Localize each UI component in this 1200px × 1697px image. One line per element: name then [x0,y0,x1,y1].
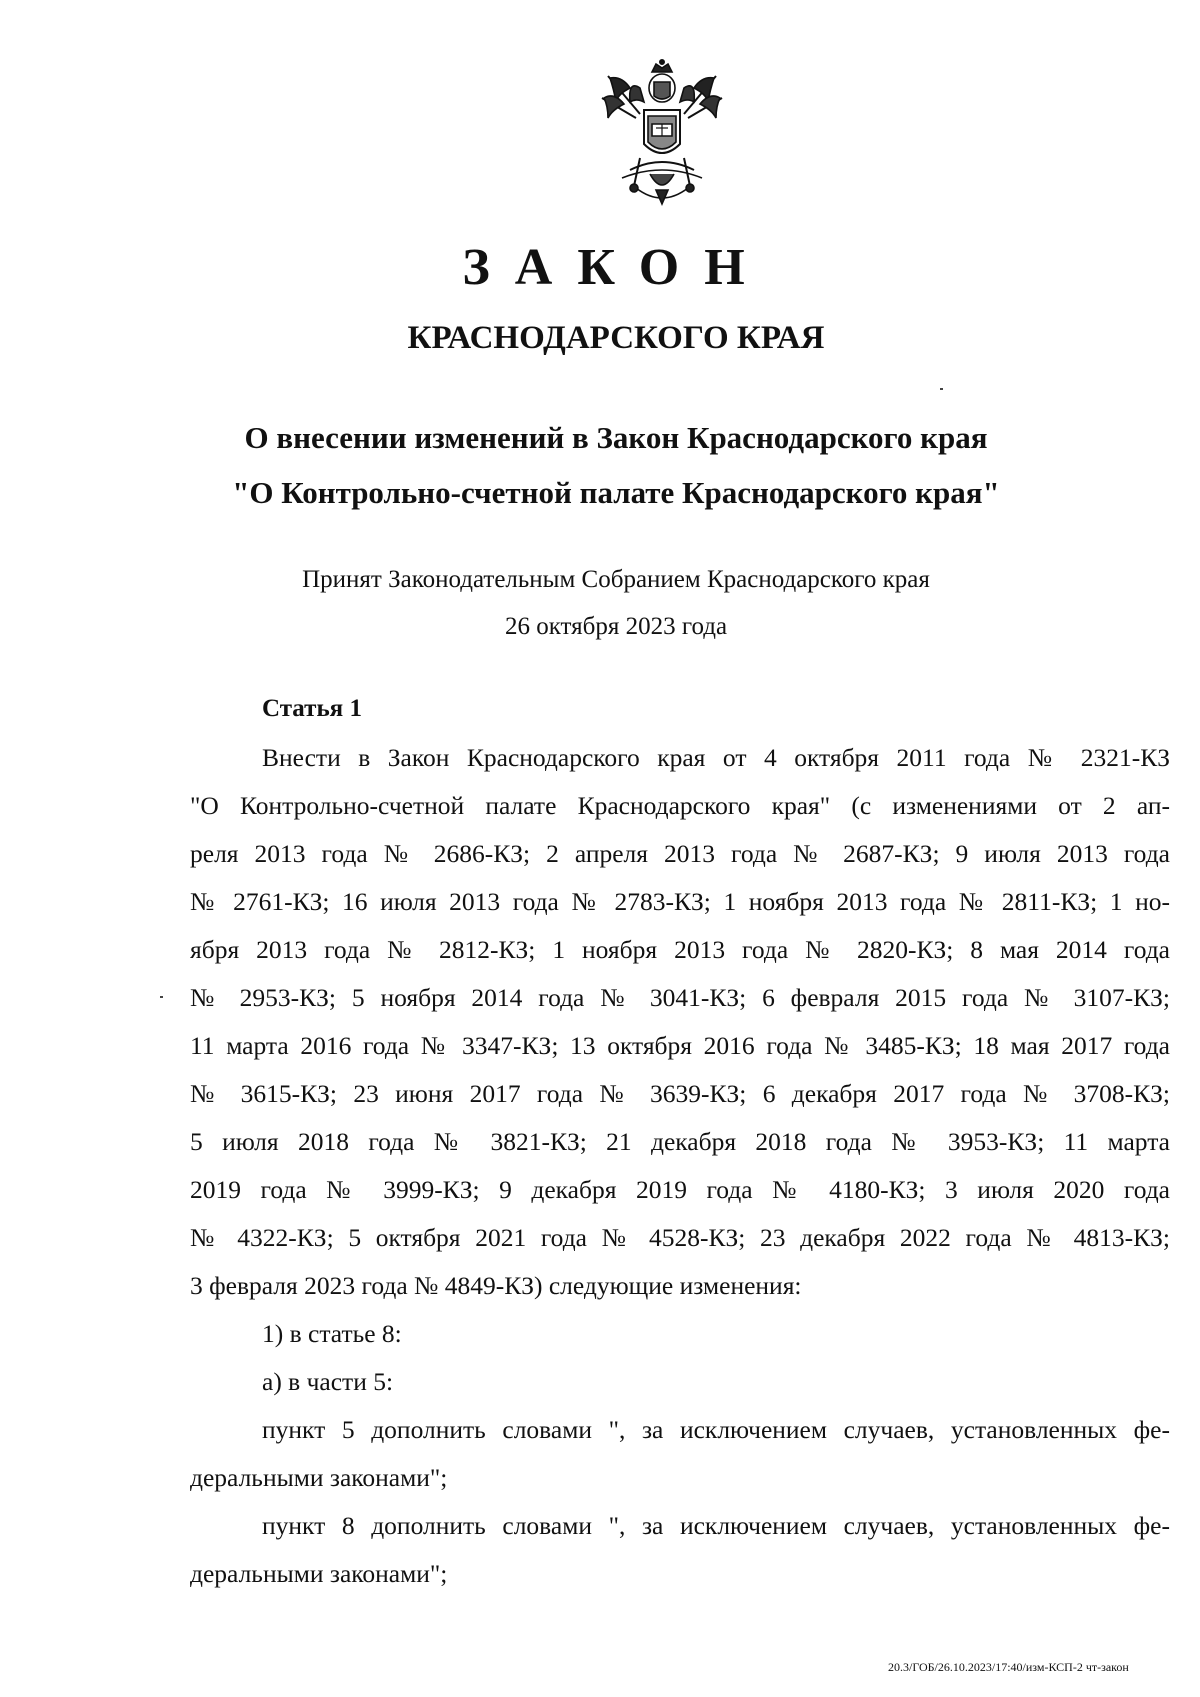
point-5-amendment-line-1: пункт 5 дополнить словами ", за исключением случаев, установленных фе- [262,1415,1170,1444]
article-text-line: № 3615-КЗ; 23 июня 2017 года № 3639-КЗ; 6 декабря 2017 года № 3708-КЗ; [190,1079,1170,1108]
scan-speck [940,388,943,390]
article-text-line: ября 2013 года № 2812-КЗ; 1 ноября 2013 года № 2820-КЗ; 8 мая 2014 года [190,935,1170,964]
adoption-statement: Принят Законодательным Собранием Краснодарского края [302,566,930,593]
article-text-line: № 2761-КЗ; 16 июля 2013 года № 2783-КЗ; 1 ноября 2013 года № 2811-КЗ; 1 но- [190,887,1170,916]
law-title-line-2: "О Контрольно-счетной палате Краснодарского края" [232,475,1000,510]
article-text-line: "О Контрольно-счетной палате Краснодарского края" (с изменениями от 2 ап- [190,791,1170,820]
article-text-line: № 2953-КЗ; 5 ноября 2014 года № 3041-КЗ; 6 февраля 2015 года № 3107-КЗ; [190,983,1170,1012]
law-title-line-1: О внесении изменений в Закон Краснодарского края [244,420,988,455]
point-8-amendment-line-2: деральными законами"; [190,1559,448,1588]
krasnodar-krai-coat-of-arms-icon [600,58,724,210]
document-type-heading: ЗАКОН [462,239,770,296]
article-heading: Статья 1 [262,695,362,722]
adoption-date: 26 октября 2023 года [504,613,728,640]
article-text-line: реля 2013 года № 2686-КЗ; 2 апреля 2013 года № 2687-КЗ; 9 июля 2013 года [190,839,1170,868]
article-text-line: 11 марта 2016 года № 3347-КЗ; 13 октября 2016 года № 3485-КЗ; 18 мая 2017 года [190,1031,1170,1060]
issuing-region-heading: КРАСНОДАРСКОГО КРАЯ [407,320,825,356]
amendment-item-1: 1) в статье 8: [262,1319,402,1348]
point-8-amendment-line-1: пункт 8 дополнить словами ", за исключением случаев, установленных фе- [262,1511,1170,1540]
article-text-line: № 4322-КЗ; 5 октября 2021 года № 4528-КЗ; 23 декабря 2022 года № 4813-КЗ; [190,1223,1170,1252]
amendment-subitem-a: а) в части 5: [262,1367,394,1396]
document-registration-stamp: 20.3/ГОБ/26.10.2023/17:40/изм-КСП-2 чт-закон [888,1660,1129,1674]
article-text-line: 3 февраля 2023 года № 4849-КЗ) следующие изменения: [190,1271,802,1300]
article-text-line: 2019 года № 3999-КЗ; 9 декабря 2019 года № 4180-КЗ; 3 июля 2020 года [190,1175,1170,1204]
scan-speck [160,996,163,998]
point-5-amendment-line-2: деральными законами"; [190,1463,448,1492]
article-text-line: Внести в Закон Краснодарского края от 4 октября 2011 года № 2321-КЗ [262,743,1170,772]
article-text-line: 5 июля 2018 года № 3821-КЗ; 21 декабря 2018 года № 3953-КЗ; 11 марта [190,1127,1170,1156]
